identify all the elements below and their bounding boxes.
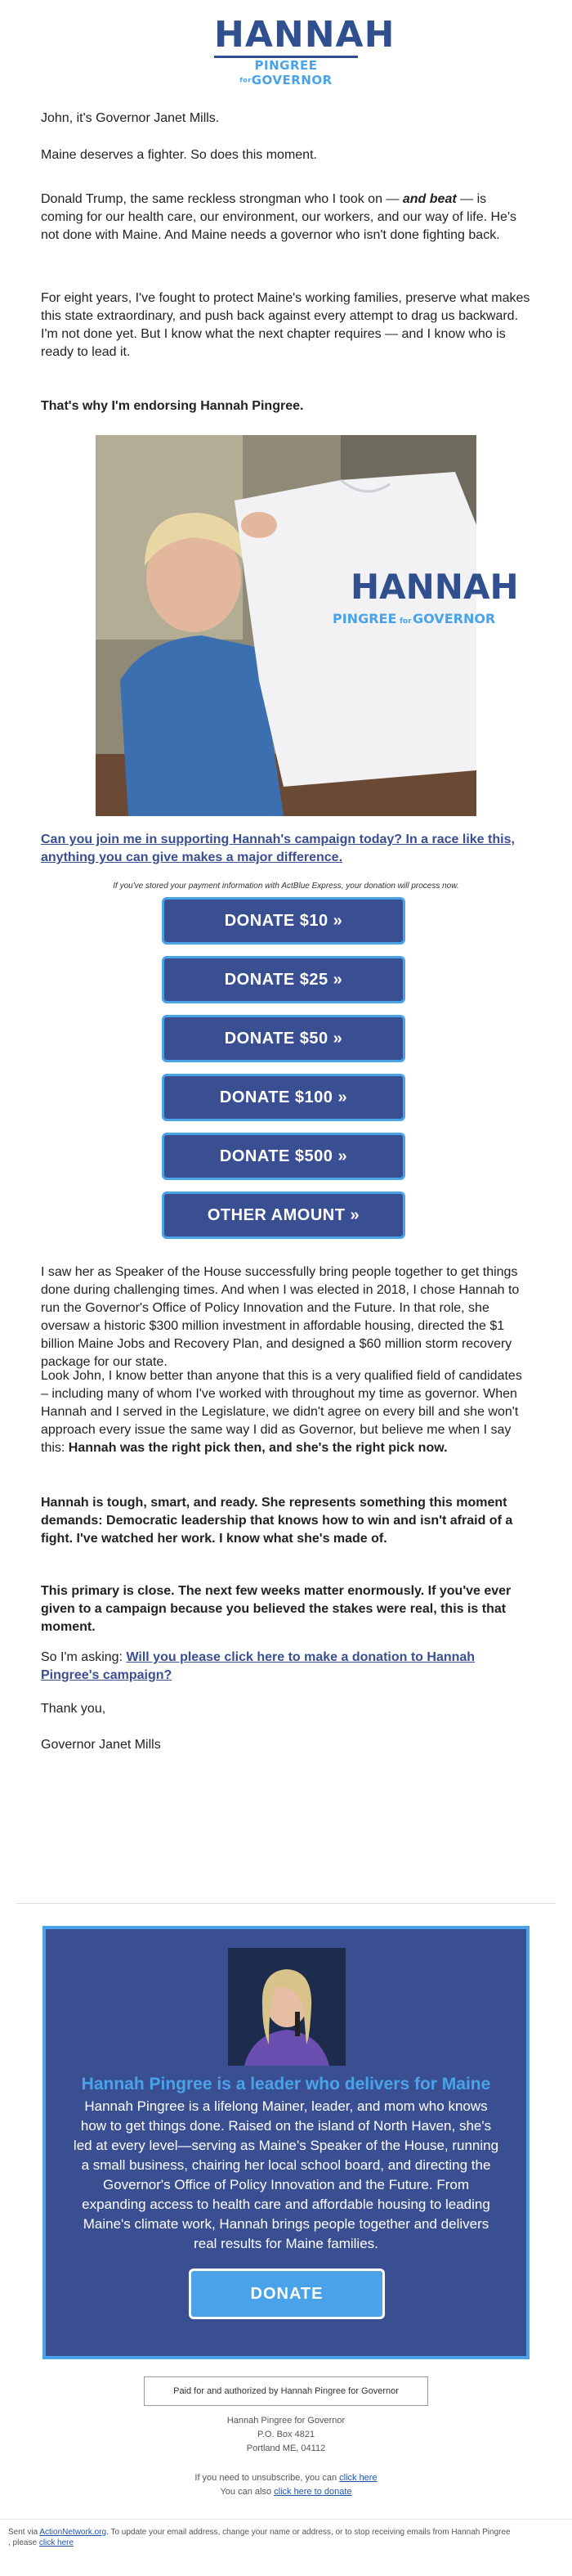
sent-via-text-3: , please	[8, 2538, 39, 2547]
p2-text-c: — is coming for our health care, our environment, our workers, and our way of life. He's not done with Maine. And Maine needs a governor who isn't done fighting back.	[41, 192, 516, 242]
campaign-logo	[214, 14, 395, 88]
paragraph-1: Maine deserves a fighter. So does this moment.	[41, 148, 317, 162]
bio-text: Hannah Pingree is a lifelong Mainer, leader, and mom who knows how to get things done. Raised on the island of North Haven, she's led at every level—serving as Maine's Speaker of the House, running a small business, chairing her local school board, and directing the Governor's Office of Policy Innovation and the Future. From expanding access to health care and affordable housing to leading Maine's climate work, Hannah brings people together and delivers real results for Maine families.	[73, 2098, 499, 2251]
photo-illustration	[96, 435, 519, 816]
footer-donate-text: You can also	[220, 2487, 275, 2497]
p6-emphasis: Hannah was the right pick then, and she's the right pick now.	[68, 1441, 448, 1455]
donation-link[interactable]: Will you please click here to make a donation to Hannah Pingree's campaign?	[41, 1650, 476, 1682]
avatar-illustration	[228, 1948, 346, 2066]
footer-city: Portland ME, 04112	[246, 2444, 326, 2453]
support-cta[interactable]	[41, 831, 531, 867]
logo-sub-last: GOVERNOR	[251, 73, 333, 88]
paragraph-7: Hannah is tough, smart, and ready. She represents something this moment demands: Democratic leadership that knows how to win and isn't afraid of a fight. I've watched her work. I know what she's made of.	[41, 1496, 513, 1546]
shirt-name: HANNAH	[351, 567, 519, 607]
p6-text: Look John, I know better than anyone that this is a very qualified field of candidates – including many of whom I've worked with throughout my time as governor. When Hannah and I served in the Legislature, we didn't agree on every bill and she won't approach every issue the same way I did as Governor, but believe me when I say this:	[41, 1369, 522, 1455]
footer-donate-link[interactable]: click here to donate	[274, 2487, 352, 2497]
footer-po-box: P.O. Box 4821	[257, 2430, 315, 2439]
shirt-last: GOVERNOR	[413, 611, 496, 626]
shirt-sub: PINGREE	[333, 611, 397, 626]
unsubscribe-line	[0, 2471, 572, 2484]
p2-emphasis: and beat	[402, 192, 457, 206]
donate-50-button[interactable]: DONATE $50 »	[162, 1015, 405, 1062]
divider	[16, 1903, 556, 1904]
thanks: Thank you,	[41, 1702, 106, 1716]
p2-text-a: Donald Trump, the same reckless strongman who I took on —	[41, 192, 403, 206]
logo-subtitle	[214, 58, 358, 88]
paragraph-8: This primary is close. The next few weeks matter enormously. If you've ever given to a campaign because you believed the stakes were real, this is that moment.	[41, 1584, 512, 1634]
action-network-link[interactable]: ActionNetwork.org	[39, 2528, 107, 2537]
footer-org: Hannah Pingree for Governor	[226, 2416, 346, 2426]
sent-via-text: Sent via	[8, 2528, 40, 2537]
logo-sub-first: PINGREE	[254, 58, 318, 73]
paragraph-2	[41, 191, 531, 245]
paragraph-9	[41, 1649, 531, 1685]
paragraph-3: For eight years, I've fought to protect Maine's working families, preserve what makes this state extraordinary, and push back against every attempt to drag us backward. I'm not done yet. But I know what the next chapter requires — and I know who is ready to lead it.	[41, 291, 530, 359]
panel-donate-button[interactable]: DONATE	[189, 2269, 385, 2319]
p9-text: So I'm asking:	[41, 1650, 127, 1664]
paragraph-5: I saw her as Speaker of the House successfully bring people together to get things done during challenging times. And when I was elected in 2018, I chose Hannah to run the Governor's Office of Policy Innovation and the Future. In that role, she oversaw a historic $300 million investment in affordable housing, directed the $1 billion Maine Jobs and Recovery Plan, and designed a $60 million storm recovery package for our state.	[41, 1265, 520, 1369]
manage-email-link[interactable]: click here	[38, 2538, 74, 2547]
unsubscribe-text: If you need to unsubscribe, you can	[194, 2473, 340, 2483]
paragraph-4: That's why I'm endorsing Hannah Pingree.	[41, 399, 304, 413]
bio-heading: Hannah Pingree is a leader who delivers for Maine	[81, 2075, 491, 2094]
donate-100-button[interactable]: DONATE $100 »	[162, 1074, 405, 1121]
logo-name: HANNAH	[214, 14, 395, 56]
greeting: John, it's Governor Janet Mills.	[41, 111, 220, 125]
paid-for-disclaimer: Paid for and authorized by Hannah Pingree for Governor	[144, 2376, 428, 2406]
paragraph-6	[41, 1367, 531, 1457]
support-cta-link[interactable]: Can you join me in supporting Hannah's campaign today? In a race like this, anything you can give makes a major difference.	[41, 832, 515, 864]
bio-panel	[42, 1926, 530, 2359]
donate-other-button[interactable]: OTHER AMOUNT »	[162, 1192, 405, 1239]
footer-donate-line	[0, 2485, 572, 2498]
unsubscribe-link[interactable]: click here	[339, 2473, 378, 2483]
shirt-for: for	[400, 617, 412, 626]
endorsement-photo[interactable]	[96, 435, 519, 816]
sent-via-text-2: . To update your email address, change your name or address, or to stop receiving emails from Hannah Pingree	[106, 2528, 511, 2537]
footer-divider	[0, 2519, 572, 2520]
donate-10-button[interactable]: DONATE $10 »	[162, 897, 405, 945]
hannah-avatar	[228, 1948, 346, 2066]
logo-sub-for: for	[239, 76, 252, 84]
donate-500-button[interactable]: DONATE $500 »	[162, 1133, 405, 1180]
actblue-express-notice: If you've stored your payment information with ActBlue Express, your donation will process now.	[113, 882, 459, 891]
donate-25-button[interactable]: DONATE $25 »	[162, 956, 405, 1003]
sent-via-line	[8, 2527, 564, 2548]
signature: Governor Janet Mills	[41, 1738, 161, 1752]
